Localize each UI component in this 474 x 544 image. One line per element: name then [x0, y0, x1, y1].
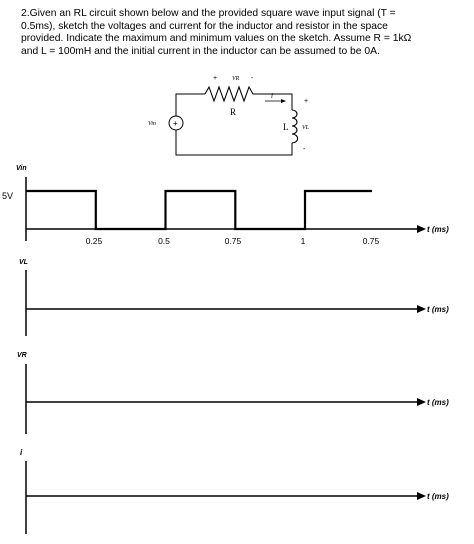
vin-tick-label: 0.75 [224, 236, 242, 246]
rl-circuit [169, 87, 298, 155]
i-time-label: t (ms) [427, 492, 449, 501]
inductor-minus-sign: - [303, 146, 306, 153]
current-arrow-head [281, 99, 286, 103]
vl-x-axis-arrow [417, 305, 426, 313]
vin-x-axis-arrow [417, 225, 426, 233]
vin-tick-label: 0.5 [158, 236, 170, 246]
i-x-axis-arrow [417, 492, 426, 500]
source-label: Vin [148, 121, 156, 127]
i-graph [20, 448, 449, 534]
vin-square-wave [26, 191, 372, 229]
circuit-wire-top-left [176, 94, 205, 116]
vin-tick-labels [86, 236, 380, 246]
current-label: i [271, 92, 273, 100]
vin-graph [2, 165, 449, 246]
vl-axis-label: VL [19, 259, 28, 266]
problem-line-3: provided. Indicate the maximum and minimum values on the sketch. Assume R = 1kΩ [21, 33, 412, 45]
vin-level-label: 5V [2, 191, 14, 201]
problem-line-4: and L = 100mH and the initial current in the inductor can be assumed to be 0A. [21, 45, 380, 57]
vr-time-label: t (ms) [427, 398, 449, 407]
vl-time-label: t (ms) [427, 305, 449, 314]
vl-graph [19, 259, 449, 336]
problem-line-2: 0.5ms), sketch the voltages and current for the inductor and resistor in the space [21, 20, 388, 32]
resistor-minus-sign: - [251, 75, 254, 82]
inductor-symbol [292, 110, 298, 143]
circuit-wire-bottom [176, 130, 292, 155]
i-axis-label: i [20, 448, 23, 457]
inductor-voltage-label: VL [302, 125, 310, 131]
vin-tick-label: 1 [300, 236, 306, 246]
resistor-label: R [230, 107, 237, 117]
vin-axis-label: Vin [16, 165, 27, 172]
source-plus-sign: + [173, 119, 178, 128]
circuit-wire-top-right [255, 94, 292, 110]
vr-graph [17, 352, 449, 434]
problem-line-1: 2.Given an RL circuit shown below and the provided square wave input signal (T = [21, 8, 396, 19]
vin-tick-label: 0.25 [85, 236, 103, 246]
resistor-voltage-label: VR [232, 76, 240, 82]
vin-tick-label: 0.75 [362, 236, 380, 246]
vr-axis-label: VR [17, 352, 27, 359]
resistor-plus-sign: + [213, 75, 218, 82]
inductor-plus-sign: + [304, 98, 309, 105]
resistor-symbol [205, 87, 255, 101]
vin-time-label: t (ms) [427, 225, 449, 234]
inductor-label: L [283, 122, 289, 132]
vr-x-axis-arrow [417, 398, 426, 406]
